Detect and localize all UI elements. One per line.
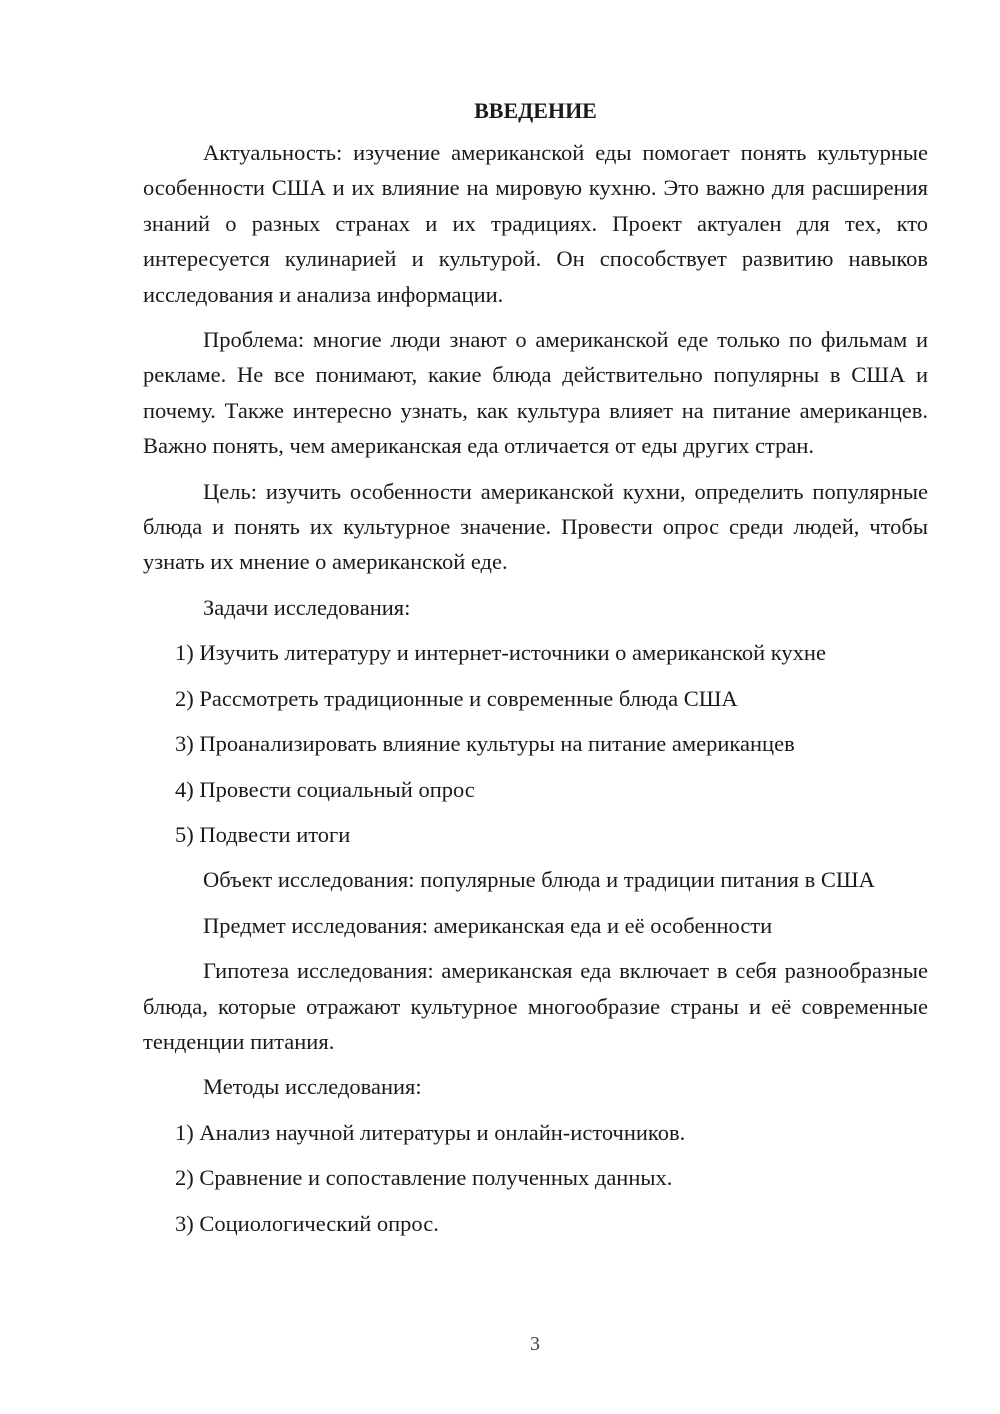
tasks-heading: Задачи исследования: [203,594,411,620]
list-item: 2) Рассмотреть традиционные и современные блюда США [175,685,738,711]
list-item: 1) Анализ научной литературы и онлайн-источников. [175,1119,686,1145]
page-number: 3 [530,1333,540,1355]
hypothesis-paragraph: Гипотеза исследования: американская еда включает в себя разнообразные блюда, которые отражают культурное многообразие страны и её современные тенденции питания. [143,958,928,1054]
goal-paragraph: Цель: изучить особенности американской кухни, определить популярные блюда и понять их культурное значение. Провести опрос среди людей, чтобы узнать их мнение о американской еде. [143,478,928,575]
methods-heading: Методы исследования: [203,1074,422,1100]
object-paragraph: Объект исследования: популярные блюда и традиции питания в США [203,867,875,893]
list-item: 3) Проанализировать влияние культуры на питание американцев [175,731,795,757]
subject-paragraph: Предмет исследования: американская еда и её особенности [203,912,773,938]
list-item: 2) Сравнение и сопоставление полученных данных. [175,1165,673,1191]
tasks-list [143,635,928,852]
list-item: 1) Изучить литературу и интернет-источники о американской кухне [175,640,826,666]
methods-list [143,1115,928,1241]
section-title: ВВЕДЕНИЕ [474,98,597,123]
problem-paragraph: Проблема: многие люди знают о американской еде только по фильмам и рекламе. Не все понимают, какие блюда действительно популярны в США и почему. Также интересно узнать, как культура влияет на питание американцев. Важно понять, чем американская еда отличается от еды других стран. [143,327,928,459]
relevance-paragraph: Актуальность: изучение американской еды помогает понять культурные особенности США и их влияние на мировую кухню. Это важно для расширения знаний о разных странах и их традициях. Проект актуален для тех, кто интересуется кулинарией и культурой. Он способствует развитию навыков исследования и анализа информации. [143,140,928,307]
list-item: 3) Социологический опрос. [175,1210,439,1236]
document-page [143,96,928,1251]
list-item: 4) Провести социальный опрос [175,776,475,802]
list-item: 5) Подвести итоги [175,821,351,847]
